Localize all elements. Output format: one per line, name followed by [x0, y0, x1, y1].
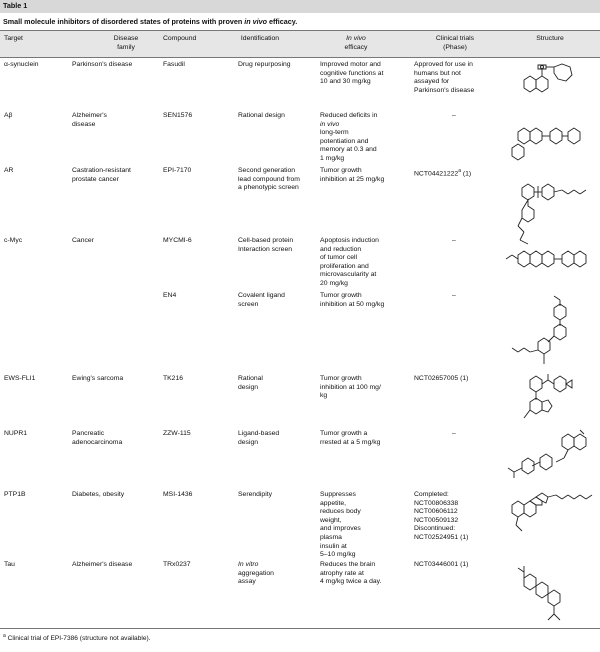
header-identification: Identification [240, 35, 280, 42]
header-disease-line1: Disease [113, 35, 139, 42]
row-cmyc1-efficacy [320, 237, 379, 289]
row-ptp1b-trials-line3: NCT00606112 [414, 508, 458, 516]
header-trials [410, 35, 500, 52]
row-ptp1b-eff-line2: appetite, [320, 499, 347, 507]
row-ptp1b-compound: MSI-1436 [163, 491, 193, 498]
row-asyn-trials [414, 61, 474, 95]
row-cmyc2-ident-line2: screen [238, 300, 259, 308]
row-cmyc1-identification [238, 237, 293, 254]
row-nupr1-efficacy [320, 430, 380, 447]
row-ar-identification [238, 167, 300, 193]
row-asyn-efficacy [320, 61, 383, 87]
row-ews-ident-line2: design [238, 383, 259, 391]
row-tau-ident-line1: In vitro [238, 561, 259, 568]
row-ar-ident-line1: Second generation [238, 167, 296, 174]
header-trials-line1: Clinical trials [435, 35, 475, 42]
row-cmyc1-eff-line3: of tumor cell [320, 254, 358, 262]
header-structure: Structure [536, 35, 564, 42]
row-abeta-eff-line3: long-term [320, 129, 349, 137]
row-cmyc2-efficacy [320, 292, 384, 309]
row-tau-compound: TRx0237 [163, 561, 191, 568]
row-ptp1b-identification [238, 491, 272, 500]
row-cmyc2-eff-line1: Tumor growth [320, 292, 362, 299]
row-ar-trials [414, 167, 471, 179]
row-cmyc1-trials: – [452, 237, 456, 244]
row-nupr1-disease [72, 430, 122, 447]
table-bottom-rule [0, 628, 600, 629]
row-abeta-eff-line4: potentiation and [320, 137, 369, 145]
row-asyn-ident-line: Drug repurposing [238, 61, 291, 68]
row-ews-target: EWS-FLI1 [4, 375, 36, 382]
row-asyn-trials-line3: assayed for [414, 78, 450, 86]
row-ews-efficacy [320, 375, 381, 401]
row-ar-trials-footnote-marker: a [458, 168, 461, 174]
row-tau-disease [72, 561, 132, 570]
footnote-text: Clinical trial of EPI-7386 (structure not available). [5, 635, 151, 643]
row-asyn-disease-line: Parkinson's disease [72, 61, 133, 68]
row-ar-disease [72, 167, 131, 184]
header-target: Target [4, 35, 23, 42]
row-cmyc1-ident-line2: Interaction screen [238, 245, 293, 253]
header-invivo-line1: In vivo [346, 35, 366, 42]
row-ptp1b-eff-line8: 5–10 mg/kg [320, 551, 356, 559]
row-ptp1b-eff-line3: reduces body [320, 508, 361, 516]
row-ptp1b-ident-line: Serendipity [238, 491, 273, 498]
epi7170-structure-image [508, 170, 588, 246]
row-ptp1b-trials-line6: NCT02524951 (1) [414, 533, 469, 541]
row-asyn-trials-line2: humans but not [414, 69, 461, 77]
row-cmyc1-eff-line6: 20 mg/kg [320, 279, 348, 287]
row-cmyc1-eff-line5: microvascularity at [320, 271, 377, 279]
row-asyn-eff-line3: 10 and 30 mg/kg [320, 78, 371, 86]
row-cmyc2-compound: EN4 [163, 292, 177, 299]
row-abeta-disease-line2: disease [72, 120, 96, 128]
row-ptp1b-disease [72, 491, 124, 500]
row-ews-disease [72, 375, 123, 384]
header-trials-line2: (Phase) [443, 43, 467, 51]
row-asyn-trials-line4: Parkinson's disease [414, 86, 475, 94]
row-ews-compound: TK216 [163, 375, 184, 382]
row-ews-disease-line: Ewing's sarcoma [72, 375, 124, 382]
row-cmyc1-compound: MYCMI-6 [163, 237, 192, 244]
row-asyn-identification [238, 61, 291, 70]
row-cmyc2-trials: – [452, 292, 456, 299]
row-abeta-target: Aβ [4, 112, 13, 119]
row-cmyc2-identification [238, 292, 285, 309]
row-ar-ident-line3: a phenotypic screen [238, 184, 299, 192]
row-nupr1-target: NUPR1 [4, 430, 28, 437]
table-header [0, 30, 600, 58]
msi1436-structure-image [506, 489, 594, 533]
row-ptp1b-trials-line1: Completed: [414, 491, 449, 498]
row-ptp1b-eff-line4: weight, [320, 516, 342, 524]
row-ar-disease-line1: Castration-resistant [72, 167, 131, 174]
row-nupr1-ident-line2: design [238, 438, 259, 446]
row-ar-trials-id: NCT04421222 [414, 170, 459, 178]
row-abeta-eff-line1: Reduced deficits in [320, 112, 378, 119]
row-asyn-eff-line1: Improved motor and [320, 61, 381, 68]
table-footnote [3, 633, 151, 642]
sen1576-structure-image [512, 122, 586, 164]
row-ews-eff-line3: kg [320, 392, 328, 400]
row-cmyc2-ident-line1: Covalent ligand [238, 292, 285, 299]
row-cmyc1-ident-line1: Cell-based protein [238, 237, 294, 244]
row-nupr1-identification [238, 430, 279, 447]
row-ar-disease-line2: prostate cancer [72, 175, 119, 183]
row-cmyc-target: c-Myc [4, 237, 23, 244]
header-invivo [315, 35, 397, 52]
row-tau-disease-line: Alzheimer's disease [72, 561, 133, 568]
row-ptp1b-efficacy [320, 491, 361, 560]
row-ptp1b-trials-line2: NCT00806338 [414, 499, 459, 507]
row-ptp1b-trials-line4: NCT00509132 [414, 516, 459, 524]
row-nupr1-trials: – [452, 430, 456, 437]
row-tau-trials: NCT03446001 (1) [414, 561, 469, 568]
row-tau-target: Tau [4, 561, 15, 568]
row-ar-ident-line2: lead compound from [238, 175, 300, 183]
row-nupr1-eff-line1: Tumor growth a [320, 430, 368, 437]
row-asyn-compound: Fasudil [163, 61, 185, 68]
row-ar-eff-line1: Tumor growth [320, 167, 362, 174]
row-ar-compound: EPI-7170 [163, 167, 192, 174]
table-caption [3, 17, 297, 26]
header-disease [90, 35, 162, 52]
row-ews-ident-line1: Rational [238, 375, 263, 382]
row-tau-efficacy [320, 561, 381, 587]
row-ptp1b-trials [414, 491, 468, 543]
row-ews-eff-line2: inhibition at 100 mg/ [320, 383, 381, 391]
row-ews-trials: NCT02657005 (1) [414, 375, 469, 382]
row-tau-ident-line3: assay [238, 578, 256, 586]
row-cmyc1-eff-line1: Apoptosis induction [320, 237, 379, 244]
row-cmyc-disease [72, 237, 94, 246]
row-ar-efficacy [320, 167, 384, 184]
row-tau-eff-line2: atrophy rate at [320, 569, 364, 577]
row-abeta-eff-line2: in vivo [320, 120, 340, 128]
row-ptp1b-target: PTP1B [4, 491, 26, 498]
header-disease-line2: family [117, 43, 135, 51]
caption-text: Small molecule inhibitors of disordered states of proteins with proven [3, 17, 245, 26]
trx0237-structure-image [516, 562, 576, 624]
row-abeta-ident-line: Rational design [238, 112, 285, 119]
footnote-marker: a [3, 633, 6, 639]
row-ar-target: AR [4, 167, 14, 174]
row-ptp1b-eff-line6: plasma [320, 533, 342, 541]
table-label-bar [0, 0, 600, 13]
caption-text-end: efficacy. [267, 17, 298, 26]
row-abeta-identification [238, 112, 285, 121]
row-cmyc1-eff-line4: proliferation and [320, 262, 369, 270]
row-ptp1b-trials-line5: Discontinued: [414, 525, 456, 533]
row-ptp1b-eff-line7: insulin at [320, 542, 347, 550]
row-abeta-eff-line5: memory at 0.3 and [320, 146, 377, 154]
row-asyn-target: α-synuclein [4, 61, 39, 68]
row-tau-identification [238, 561, 274, 587]
row-asyn-trials-line1: Approved for use in [414, 61, 473, 68]
en4-structure-image [508, 294, 588, 370]
row-ptp1b-disease-line: Diabetes, obesity [72, 491, 125, 498]
zzw115-structure-image [506, 428, 590, 480]
row-asyn-disease [72, 61, 132, 70]
row-cmyc2-eff-line2: inhibition at 50 mg/kg [320, 300, 385, 308]
row-ptp1b-eff-line5: and improves [320, 525, 361, 533]
row-abeta-trials: – [452, 112, 456, 119]
row-abeta-disease [72, 112, 107, 129]
row-cmyc1-eff-line2: and reduction [320, 245, 362, 253]
mycmi6-structure-image [506, 243, 590, 271]
row-tau-ident-line2: aggregation [238, 569, 274, 577]
row-ews-identification [238, 375, 263, 392]
row-abeta-compound: SEN1576 [163, 112, 193, 119]
row-nupr1-eff-line2: rrested at a 5 mg/kg [320, 438, 381, 446]
row-ptp1b-eff-line1: Suppresses [320, 491, 356, 498]
row-ews-eff-line1: Tumor growth [320, 375, 362, 382]
row-abeta-efficacy [320, 112, 377, 164]
fasudil-structure-image [516, 64, 576, 102]
row-nupr1-ident-line1: Ligand-based [238, 430, 280, 437]
row-ar-trials-phase: (1) [461, 170, 472, 178]
row-tau-eff-line1: Reduces the brain [320, 561, 376, 568]
row-nupr1-disease-line1: Pancreatic [72, 430, 105, 437]
table-label: Table 1 [3, 1, 28, 10]
row-nupr1-disease-line2: adenocarcinoma [72, 438, 123, 446]
header-invivo-line2: efficacy [344, 43, 368, 51]
caption-italic: in vivo [244, 17, 268, 26]
header-compound: Compound [163, 35, 197, 42]
row-abeta-disease-line1: Alzheimer's [72, 112, 107, 119]
row-ar-eff-line2: inhibition at 25 mg/kg [320, 175, 385, 183]
row-nupr1-compound: ZZW-115 [163, 430, 191, 437]
row-cmyc-disease-line: Cancer [72, 237, 94, 244]
row-tau-eff-line3: 4 mg/kg twice a day. [320, 578, 382, 586]
tk216-structure-image [508, 370, 588, 426]
row-asyn-eff-line2: cognitive functions at [320, 69, 384, 77]
row-abeta-eff-line6: 1 mg/kg [320, 154, 345, 162]
